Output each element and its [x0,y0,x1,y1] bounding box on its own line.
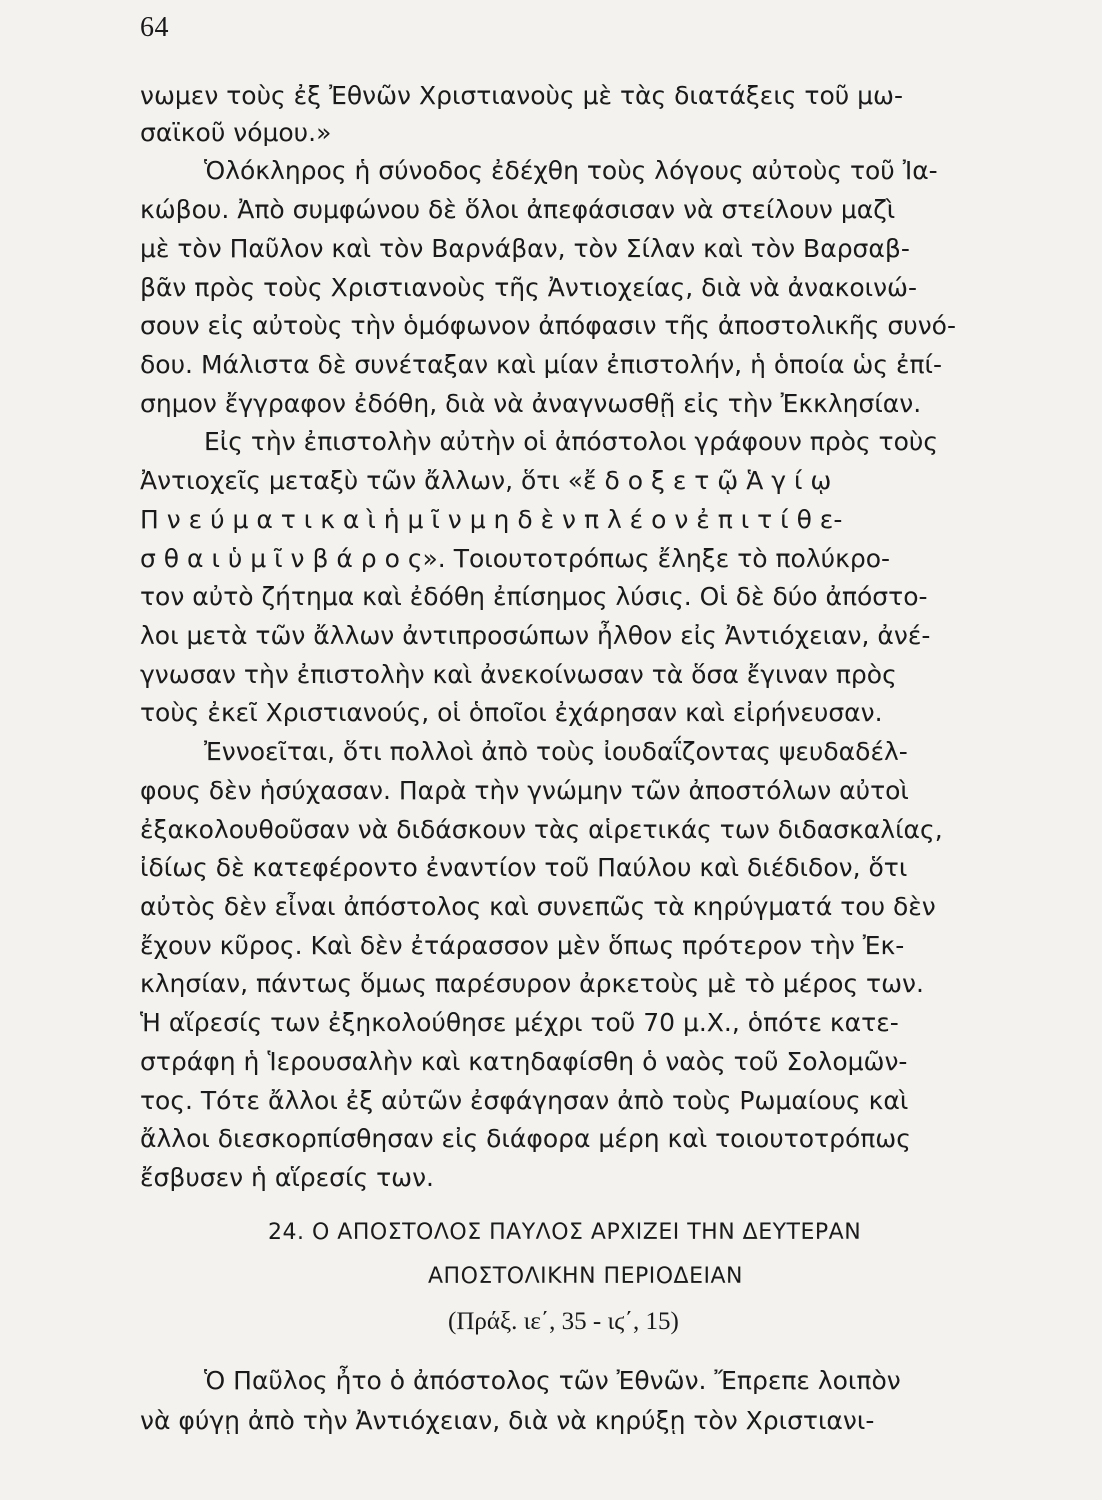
text-line: Ἡ αἵρεσίς των ἐξηκολούθησε μέχρι τοῦ 70 μ.Χ., ὁπότε κατε- [140,1008,899,1037]
text-line: τον αὐτὸ ζήτημα καὶ ἐδόθη ἐπίσημος λύσις. Οἱ δὲ δύο ἀπόστο- [140,582,928,611]
text-line: στράφη ἡ Ἱερουσαλὴν καὶ κατηδαφίσθη ὁ ναὸς τοῦ Σολομῶν- [140,1047,908,1076]
text-line: Εἰς τὴν ἐπιστολὴν αὐτὴν οἱ ἀπόστολοι γράφουν πρὸς τοὺς [204,427,939,456]
text-line: σουν εἰς αὐτοὺς τὴν ὁμόφωνον ἀπόφασιν τῆς ἀποστολικῆς συνό- [140,311,956,340]
text-line: λοι μετὰ τῶν ἄλλων ἀντιπροσώπων ἦλθον εἰς Ἀντιόχειαν, ἀνέ- [140,621,931,650]
page-number: 64 [140,12,169,43]
text-line: ἄλλοι διεσκορπίσθησαν εἰς διάφορα μέρη καὶ τοιουτοτρόπως [140,1124,911,1153]
text-line: ἐξακολουθοῦσαν νὰ διδάσκουν τὰς αἱρετικάς των διδασκαλίας, [140,815,943,844]
scripture-reference: (Πράξ. ιε΄, 35 - ιϛ΄, 15) [448,1308,679,1335]
text-line: κλησίαν, πάντως ὅμως παρέσυρον ἀρκετοὺς μὲ τὸ μέρος των. [140,969,924,998]
text-line: δου. Μάλιστα δὲ συνέταξαν καὶ μίαν ἐπιστολήν, ἡ ὁποία ὡς ἐπί- [140,350,942,379]
text-line: μὲ τὸν Παῦλον καὶ τὸν Βαρνάβαν, τὸν Σίλαν καὶ τὸν Βαρσαβ- [140,234,910,263]
text-line: βᾶν πρὸς τοὺς Χριστιανοὺς τῆς Ἀντιοχείας, διὰ νὰ ἀνακοινώ- [140,273,918,302]
text-line: φους δὲν ἡσύχασαν. Παρὰ τὴν γνώμην τῶν ἀποστόλων αὐτοὶ [140,776,909,805]
text-line: ἰδίως δὲ κατεφέροντο ἐναντίον τοῦ Παύλου καὶ διέδιδον, ὅτι [140,853,908,882]
text-line: Ἀντιοχεῖς μεταξὺ τῶν ἄλλων, ὅτι «ἔ δ ο ξ ε τ ῷ Ἁ γ ί ῳ [140,466,832,495]
text-line: Π ν ε ύ μ α τ ι κ α ὶ ἡ μ ῖ ν μ η δ ὲ ν π λ έ ο ν ἐ π ι τ ί θ ε- [140,505,843,534]
section-title: 24. Ο ΑΠΟΣΤΟΛΟΣ ΠΑΥΛΟΣ ΑΡΧΙΖΕΙ ΤΗΝ ΔΕΥΤΕΡΑΝ [268,1220,862,1245]
text-line: σ θ α ι ὑ μ ῖ ν β ά ρ ο ς». Τοιουτοτρόπως ἔληξε τὸ πολύκρο- [140,544,891,573]
text-line: ἔχουν κῦρος. Καὶ δὲν ἐτάρασσον μὲν ὅπως πρότερον τὴν Ἐκ- [140,931,905,960]
text-line: τος. Τότε ἄλλοι ἐξ αὐτῶν ἐσφάγησαν ἀπὸ τοὺς Ρωμαίους καὶ [140,1086,909,1115]
text-line: Ἐννοεῖται, ὅτι πολλοὶ ἀπὸ τοὺς ἰουδαΐζοντας ψευδαδέλ- [204,737,908,766]
section-title-continued: ΑΠΟΣΤΟΛΙΚΗΝ ΠΕΡΙΟΔΕΙΑΝ [428,1264,743,1289]
text-line: νωμεν τοὺς ἐξ Ἐθνῶν Χριστιανοὺς μὲ τὰς διατάξεις τοῦ μω- [140,81,904,110]
text-line: γνωσαν τὴν ἐπιστολὴν καὶ ἀνεκοίνωσαν τὰ ὅσα ἔγιναν πρὸς [140,660,897,689]
text-line: ἔσβυσεν ἡ αἵρεσίς των. [140,1163,434,1192]
text-line: αὐτὸς δὲν εἶναι ἀπόστολος καὶ συνεπῶς τὰ κηρύγματά του δὲν [140,892,936,921]
text-line: τοὺς ἐκεῖ Χριστιανούς, οἱ ὁποῖοι ἐχάρησαν καὶ εἰρήνευσαν. [140,698,883,727]
text-line: κώβου. Ἀπὸ συμφώνου δὲ ὅλοι ἀπεφάσισαν νὰ στείλουν μαζὶ [140,195,896,224]
text-line: Ὁλόκληρος ἡ σύνοδος ἐδέχθη τοὺς λόγους αὐτοὺς τοῦ Ἰα- [204,156,938,185]
text-line: σημον ἔγγραφον ἐδόθη, διὰ νὰ ἀναγνωσθῇ εἰς τὴν Ἐκκλησίαν. [140,389,922,418]
text-line: νὰ φύγῃ ἀπὸ τὴν Ἀντιόχειαν, διὰ νὰ κηρύξῃ τὸν Χριστιανι- [140,1406,875,1435]
text-line: Ὁ Παῦλος ἦτο ὁ ἀπόστολος τῶν Ἐθνῶν. Ἔπρεπε λοιπὸν [204,1366,901,1395]
text-line: σαϊκοῦ νόμου.» [140,118,332,147]
